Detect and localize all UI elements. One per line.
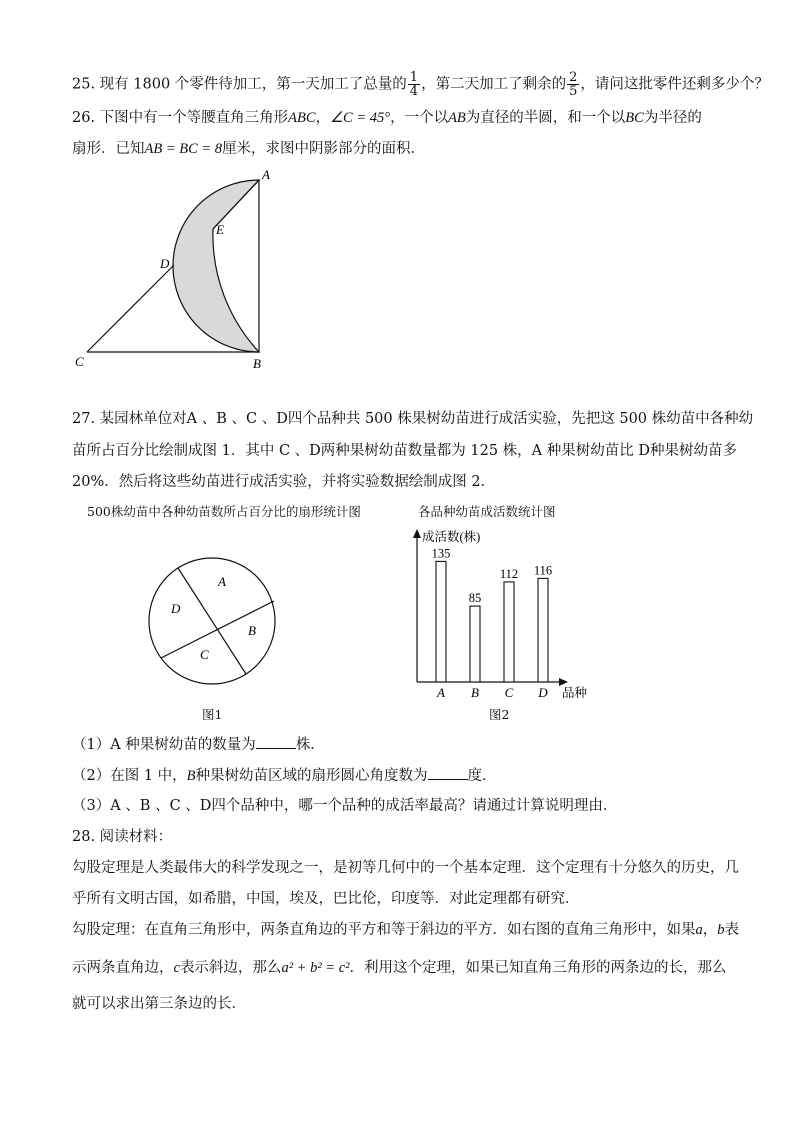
fraction-two-fifths: $\frac{2}{5}$ (569, 70, 578, 99)
bar-value-C: 112 (499, 566, 519, 581)
label-c: C (75, 354, 84, 369)
bar-C (504, 582, 514, 682)
bar-chart (400, 520, 600, 705)
y-axis-label: 成活数(株) (422, 530, 481, 544)
label-a: A (262, 167, 270, 182)
pie-label-d: D (171, 601, 181, 616)
question-27-sub2: （2）在图 1 中，B种果树幼苗区域的扇形圆心角度数为 度． (72, 765, 497, 786)
question-26-line2: 扇形．已知AB = BC = 8厘米，求图中阴影部分的面积． (72, 141, 426, 157)
x-tick-D: D (538, 685, 548, 700)
label-e: E (216, 222, 224, 237)
question-27-line3: 20%．然后将这些幼苗进行成活实验，并将实验数据绘制成图 2． (72, 474, 496, 490)
x-tick-B: B (471, 685, 479, 700)
x-axis-label: 品种 (562, 686, 588, 700)
question-28-line2: 勾股定理是人类最伟大的科学发现之一，是初等几何中的一个基本定理．这个定理有十分悠久的历史，几 (72, 860, 739, 876)
question-27-sub1: （1）A 种果树幼苗的数量为 株． (72, 734, 325, 755)
question-26-line1: 26. 下图中有一个等腰直角三角形ABC，∠C = 45°，一个以AB为直径的半圆，和一个以BC为半径的 (72, 110, 702, 126)
question-28-line3: 乎所有文明古国，如希腊，中国，埃及，巴比伦，印度等．对此定理都有研究． (72, 891, 580, 907)
question-28-title: 28. 阅读材料： (72, 829, 173, 845)
x-tick-C: C (504, 685, 514, 700)
question-27-sub3: （3）A 、B 、C 、D四个品种中，哪一个品种的成活率最高？请通过计算说明理由． (72, 798, 618, 814)
pie-label-c: C (200, 647, 209, 662)
bar-A (436, 561, 446, 682)
question-28-line4: 勾股定理：在直角三角形中，两条直角边的平方和等于斜边的平方．如右图的直角三角形中，如果a，b表 (72, 922, 739, 938)
geometry-figure (60, 160, 290, 380)
question-28-line6: 就可以求出第三条边的长． (72, 996, 246, 1012)
bar-value-B: 85 (468, 591, 482, 606)
fraction-one-quarter: $\frac{1}{4}$ (409, 70, 419, 99)
segment-cd (87, 265, 174, 352)
fig1-caption: 图1 (202, 707, 223, 722)
bar-B (470, 606, 480, 682)
y-axis-arrow (413, 529, 421, 538)
fig1-title: 500株幼苗中各种幼苗数所占百分比的扇形统计图 (87, 504, 361, 519)
pie-label-a: A (218, 574, 226, 589)
bar-value-D: 116 (533, 563, 553, 578)
fig2-title: 各品种幼苗成活数统计图 (418, 504, 556, 519)
fig2-caption: 图2 (489, 707, 510, 722)
answer-blank-1[interactable] (256, 734, 296, 749)
pie-label-b: B (248, 623, 256, 638)
x-tick-A: A (437, 685, 445, 700)
bar-value-A: 135 (431, 546, 451, 561)
question-27-line2: 苗所占百分比绘制成图 1．其中 C 、D两种果树幼苗数量都为 125 株，A 种果树幼苗比 D种果树幼苗多 (72, 443, 737, 459)
answer-blank-2[interactable] (428, 765, 468, 780)
question-25: 25. 现有 1800 个零件待加工，第一天加工了总量的 $\frac{1}{4}$ ，第二天加工了剩余的 $\frac{2}{5}$ ，请问这批零件还剩多少个？ (72, 70, 769, 99)
question-28-line5: 示两条直角边，c表示斜边，那么a² + b² = c²．利用这个定理，如果已知直角三角形的两条边的长，那么 (72, 960, 727, 976)
bar-D (538, 578, 548, 682)
pie-chart (140, 550, 290, 700)
label-d: D (160, 256, 170, 271)
pie-divider-1 (178, 568, 246, 674)
question-27-line1: 27. 某园林单位对A 、B 、C 、D四个品种共 500 株果树幼苗进行成活实验，先把这 500 株幼苗中各种幼 (72, 411, 754, 427)
x-axis-arrow (559, 678, 568, 686)
shaded-region (173, 180, 259, 352)
label-b: B (253, 356, 261, 371)
